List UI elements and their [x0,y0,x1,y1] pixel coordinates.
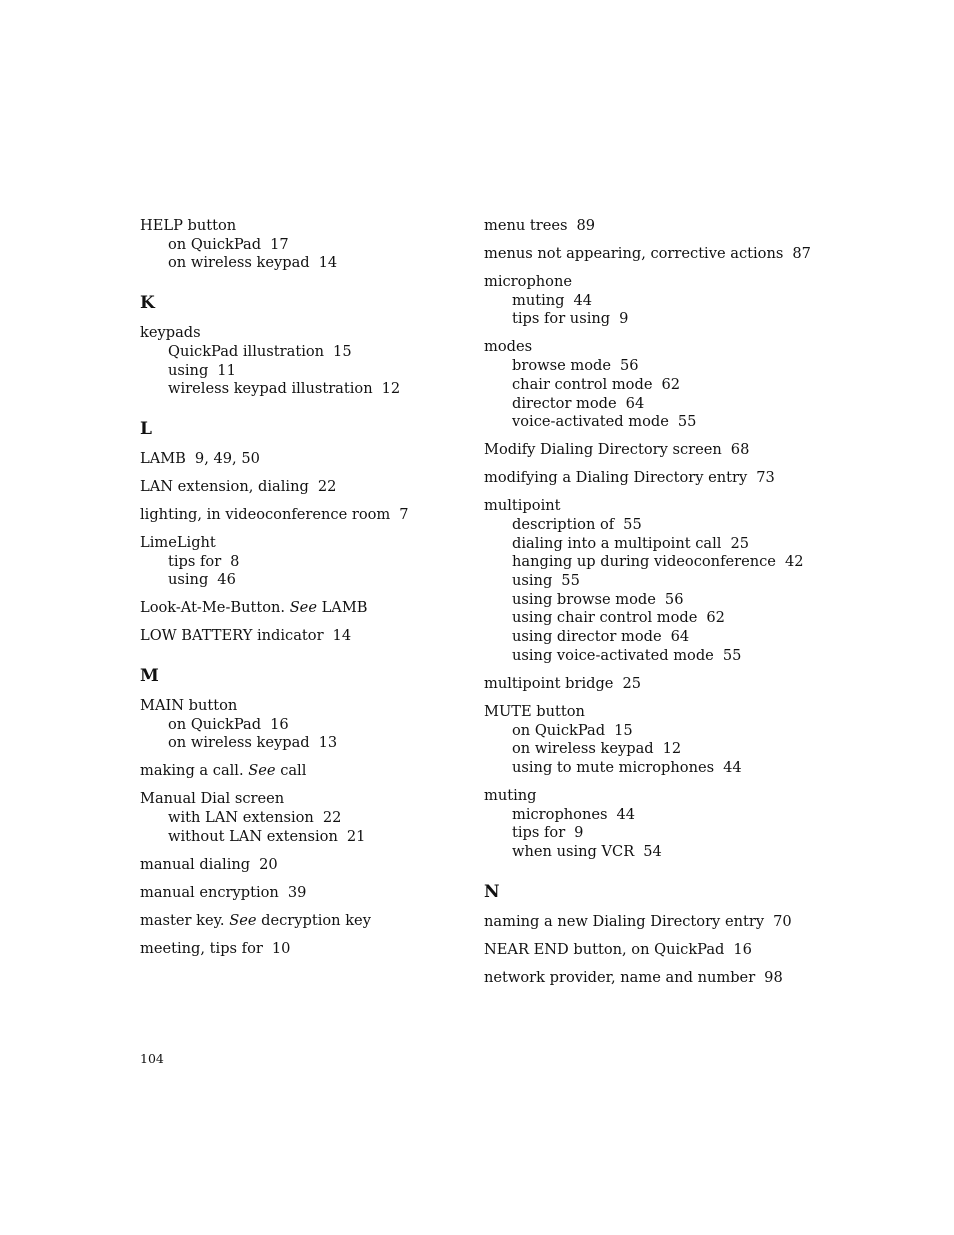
index-term-line [484,703,814,722]
index-term-line [140,534,470,553]
index-term-line [140,324,470,343]
index-term-line [140,856,470,875]
index-section-letter: L [140,418,152,439]
index-term-line [484,273,814,292]
see-reference-label: See [229,911,257,929]
index-subentry [140,380,470,399]
index-subterm: microphones [512,805,608,823]
page-reference: 17 [270,235,289,253]
index-subentry [484,395,814,414]
page-reference: 55 [623,515,642,533]
index-term-line [484,913,814,932]
index-term-line [140,506,470,525]
index-term: MAIN button [140,697,238,715]
index-subterm: wireless keypad illustration [168,380,373,398]
index-subentry [484,553,814,572]
index-subterm: using director mode [512,628,662,646]
index-subentry [484,310,814,329]
page-reference: 15 [333,342,352,360]
index-entry [140,324,470,399]
page-number: 104 [140,1051,164,1066]
index-subterm: on wireless keypad [168,734,310,752]
index-term: LimeLight [140,533,216,551]
index-subterm: browse mode [512,357,611,375]
index-entry [484,787,814,862]
index-term: NEAR END button, on QuickPad [484,940,725,958]
index-entry [484,469,814,488]
index-term-line [484,969,814,988]
page-reference: 39 [287,883,307,901]
page-reference: 25 [730,534,750,552]
index-term: Modify Dialing Directory screen [484,441,722,459]
index-subentry [140,716,470,735]
index-entry [140,697,470,753]
index-term-line [140,599,470,618]
index-subterm: using voice-activated mode [512,646,714,664]
index-subterm: tips for using [512,310,611,328]
index-subentry [484,516,814,535]
index-section-letter: N [484,881,500,902]
page-reference: 55 [561,572,580,590]
index-subterm: on QuickPad [168,715,262,733]
page-reference: 12 [662,740,682,758]
index-subentry [484,628,814,647]
index-entry [140,478,470,497]
index-term: LOW BATTERY indicator [140,627,324,645]
page-reference: 7 [399,505,409,523]
index-term-line [484,217,814,236]
index-term: modifying a Dialing Directory entry [484,469,748,487]
index-entry [140,534,470,590]
index-entry [484,969,814,988]
index-subentry [484,647,814,666]
page-reference: 12 [381,380,401,398]
index-entry [484,913,814,932]
page-reference: 11 [217,361,236,379]
index-entry [140,940,470,959]
index-term-line [484,338,814,357]
index-term-line [140,697,470,716]
index-entry [484,338,814,432]
index-term: LAMB [140,449,186,467]
index-subterm: dialing into a multipoint call [512,534,722,552]
index-subentry [484,722,814,741]
index-term: menu trees [484,217,568,234]
page-reference: 9, 49, 50 [194,449,260,467]
index-term: naming a new Dialing Directory entry [484,912,765,930]
index-term: multipoint [484,497,561,515]
index-subentry [140,809,470,828]
index-subentry [484,843,814,862]
page-reference: 42 [784,553,804,571]
page-reference: 10 [271,939,291,957]
index-entry [140,762,470,781]
index-subentry [140,828,470,847]
index-subterm: using chair control mode [512,609,698,627]
index-entry [140,627,470,646]
index-term: lighting, in videoconference room [140,505,391,523]
index-subentry [484,413,814,432]
page-reference: 15 [614,721,633,739]
index-term: muting [484,786,537,804]
index-subterm: tips for [168,552,222,570]
see-reference-label: See [248,762,276,780]
index-subterm: chair control mode [512,375,653,393]
page-reference: 62 [661,375,681,393]
index-term-line [140,790,470,809]
index-term-line [484,787,814,806]
index-subentry [484,572,814,591]
index-term: meeting, tips for [140,939,263,957]
index-subterm: using [512,572,553,590]
index-subentry [140,553,470,572]
index-entry [484,441,814,460]
index-subentry [484,292,814,311]
index-entry [484,675,814,694]
index-section-letter: M [140,666,159,687]
index-subentry [140,362,470,381]
index-term: Manual Dial screen [140,790,285,808]
page-reference: 14 [332,627,352,645]
see-reference-target: call [280,762,307,780]
index-term: HELP button [140,217,237,234]
index-subterm: on wireless keypad [168,254,310,272]
index-term-line [484,441,814,460]
page-reference: 98 [764,968,783,986]
index-term-line [140,884,470,903]
index-term-line [484,245,814,264]
index-subentry [484,824,814,843]
page-reference: 22 [317,477,337,495]
index-term-line [484,941,814,960]
page-reference: 89 [576,217,596,234]
index-term-line [140,912,470,931]
page-reference: 64 [625,394,645,412]
page-reference: 14 [318,254,338,272]
index-term: Look-At-Me-Button. [140,599,286,617]
page-reference: 13 [318,734,338,752]
index-entry [484,941,814,960]
page-reference: 20 [259,855,278,873]
index-term: microphone [484,273,573,290]
index-subentry [484,357,814,376]
page-reference: 44 [616,805,636,823]
page-reference: 55 [677,413,697,431]
index-column-left [140,217,470,959]
page-reference: 25 [622,674,642,692]
index-term-line [484,675,814,694]
index-entry [140,450,470,469]
index-subterm: QuickPad illustration [168,342,325,360]
page-reference: 55 [722,646,742,664]
index-subentry [140,254,470,273]
page-reference: 54 [643,843,662,861]
index-term-line [140,940,470,959]
index-subterm: on QuickPad [168,235,262,253]
page-reference: 21 [346,827,366,845]
index-entry [140,599,470,618]
index-subentry [140,734,470,753]
index-term-line [140,478,470,497]
index-term: network provider, name and number [484,968,756,986]
index-subterm: hanging up during videoconference [512,553,776,571]
index-subentry [140,236,470,255]
index-subterm: without LAN extension [168,827,338,845]
index-subentry [484,376,814,395]
index-subterm: muting [512,291,565,309]
index-entry [484,703,814,778]
index-term: making a call. [140,762,244,780]
index-subentry [484,759,814,778]
index-subterm: tips for [512,824,566,842]
page-reference: 44 [573,291,593,309]
page-reference: 44 [723,758,742,776]
index-subterm: voice-activated mode [512,413,669,431]
index-entry [484,217,814,236]
page-reference: 56 [664,590,684,608]
index-term: manual dialing [140,855,251,873]
index-term: multipoint bridge [484,674,614,692]
index-entry [140,884,470,903]
page-reference: 56 [619,357,639,375]
index-subterm: director mode [512,394,617,412]
index-subentry [484,535,814,554]
see-reference-target: decryption key [261,911,371,929]
index-term: keypads [140,324,201,342]
index-subterm: using to mute microphones [512,758,715,776]
see-reference-label: See [289,599,317,617]
index-term-line [140,627,470,646]
index-term-line [140,450,470,469]
page-reference: 68 [730,441,750,459]
index-term-line [484,497,814,516]
index-term: modes [484,338,533,356]
see-reference-target: LAMB [321,599,368,617]
page-reference: 70 [773,912,792,930]
index-entry [484,497,814,665]
page-reference: 87 [792,245,811,262]
page-reference: 8 [230,552,240,570]
index-subentry [140,343,470,362]
index-subentry [484,806,814,825]
index-subterm: description of [512,515,615,533]
index-subterm: on wireless keypad [512,740,654,758]
index-term-line [140,762,470,781]
index-entry [140,506,470,525]
page-reference: 9 [619,310,629,328]
index-subentry [140,571,470,590]
index-section-letter: K [140,293,155,314]
page-reference: 62 [706,609,725,627]
index-term: LAN extension, dialing [140,477,309,495]
index-entry [140,856,470,875]
index-subterm: with LAN extension [168,809,314,827]
index-term: menus not appearing, corrective actions [484,245,784,262]
page-reference: 73 [756,469,775,487]
page-reference: 9 [574,824,584,842]
page-reference: 22 [322,809,342,827]
index-subterm: when using VCR [512,843,635,861]
index-entry [140,912,470,931]
index-entry [484,273,814,329]
index-term-line [484,469,814,488]
index-term: MUTE button [484,702,585,720]
index-entry [484,245,814,264]
index-entry [140,217,470,273]
page-reference: 16 [270,715,289,733]
index-subentry [484,591,814,610]
index-term-line [140,217,470,236]
index-subentry [484,740,814,759]
index-subentry [484,609,814,628]
index-subterm: on QuickPad [512,721,606,739]
page-reference: 16 [733,940,752,958]
index-column-right [484,217,814,987]
index-entry [140,790,470,846]
index-term: master key. [140,911,225,929]
page-reference: 64 [670,628,690,646]
index-term: manual encryption [140,883,279,901]
index-subterm: using [168,571,209,589]
index-subterm: using browse mode [512,590,656,608]
index-subterm: using [168,361,209,379]
page-reference: 46 [217,571,236,589]
